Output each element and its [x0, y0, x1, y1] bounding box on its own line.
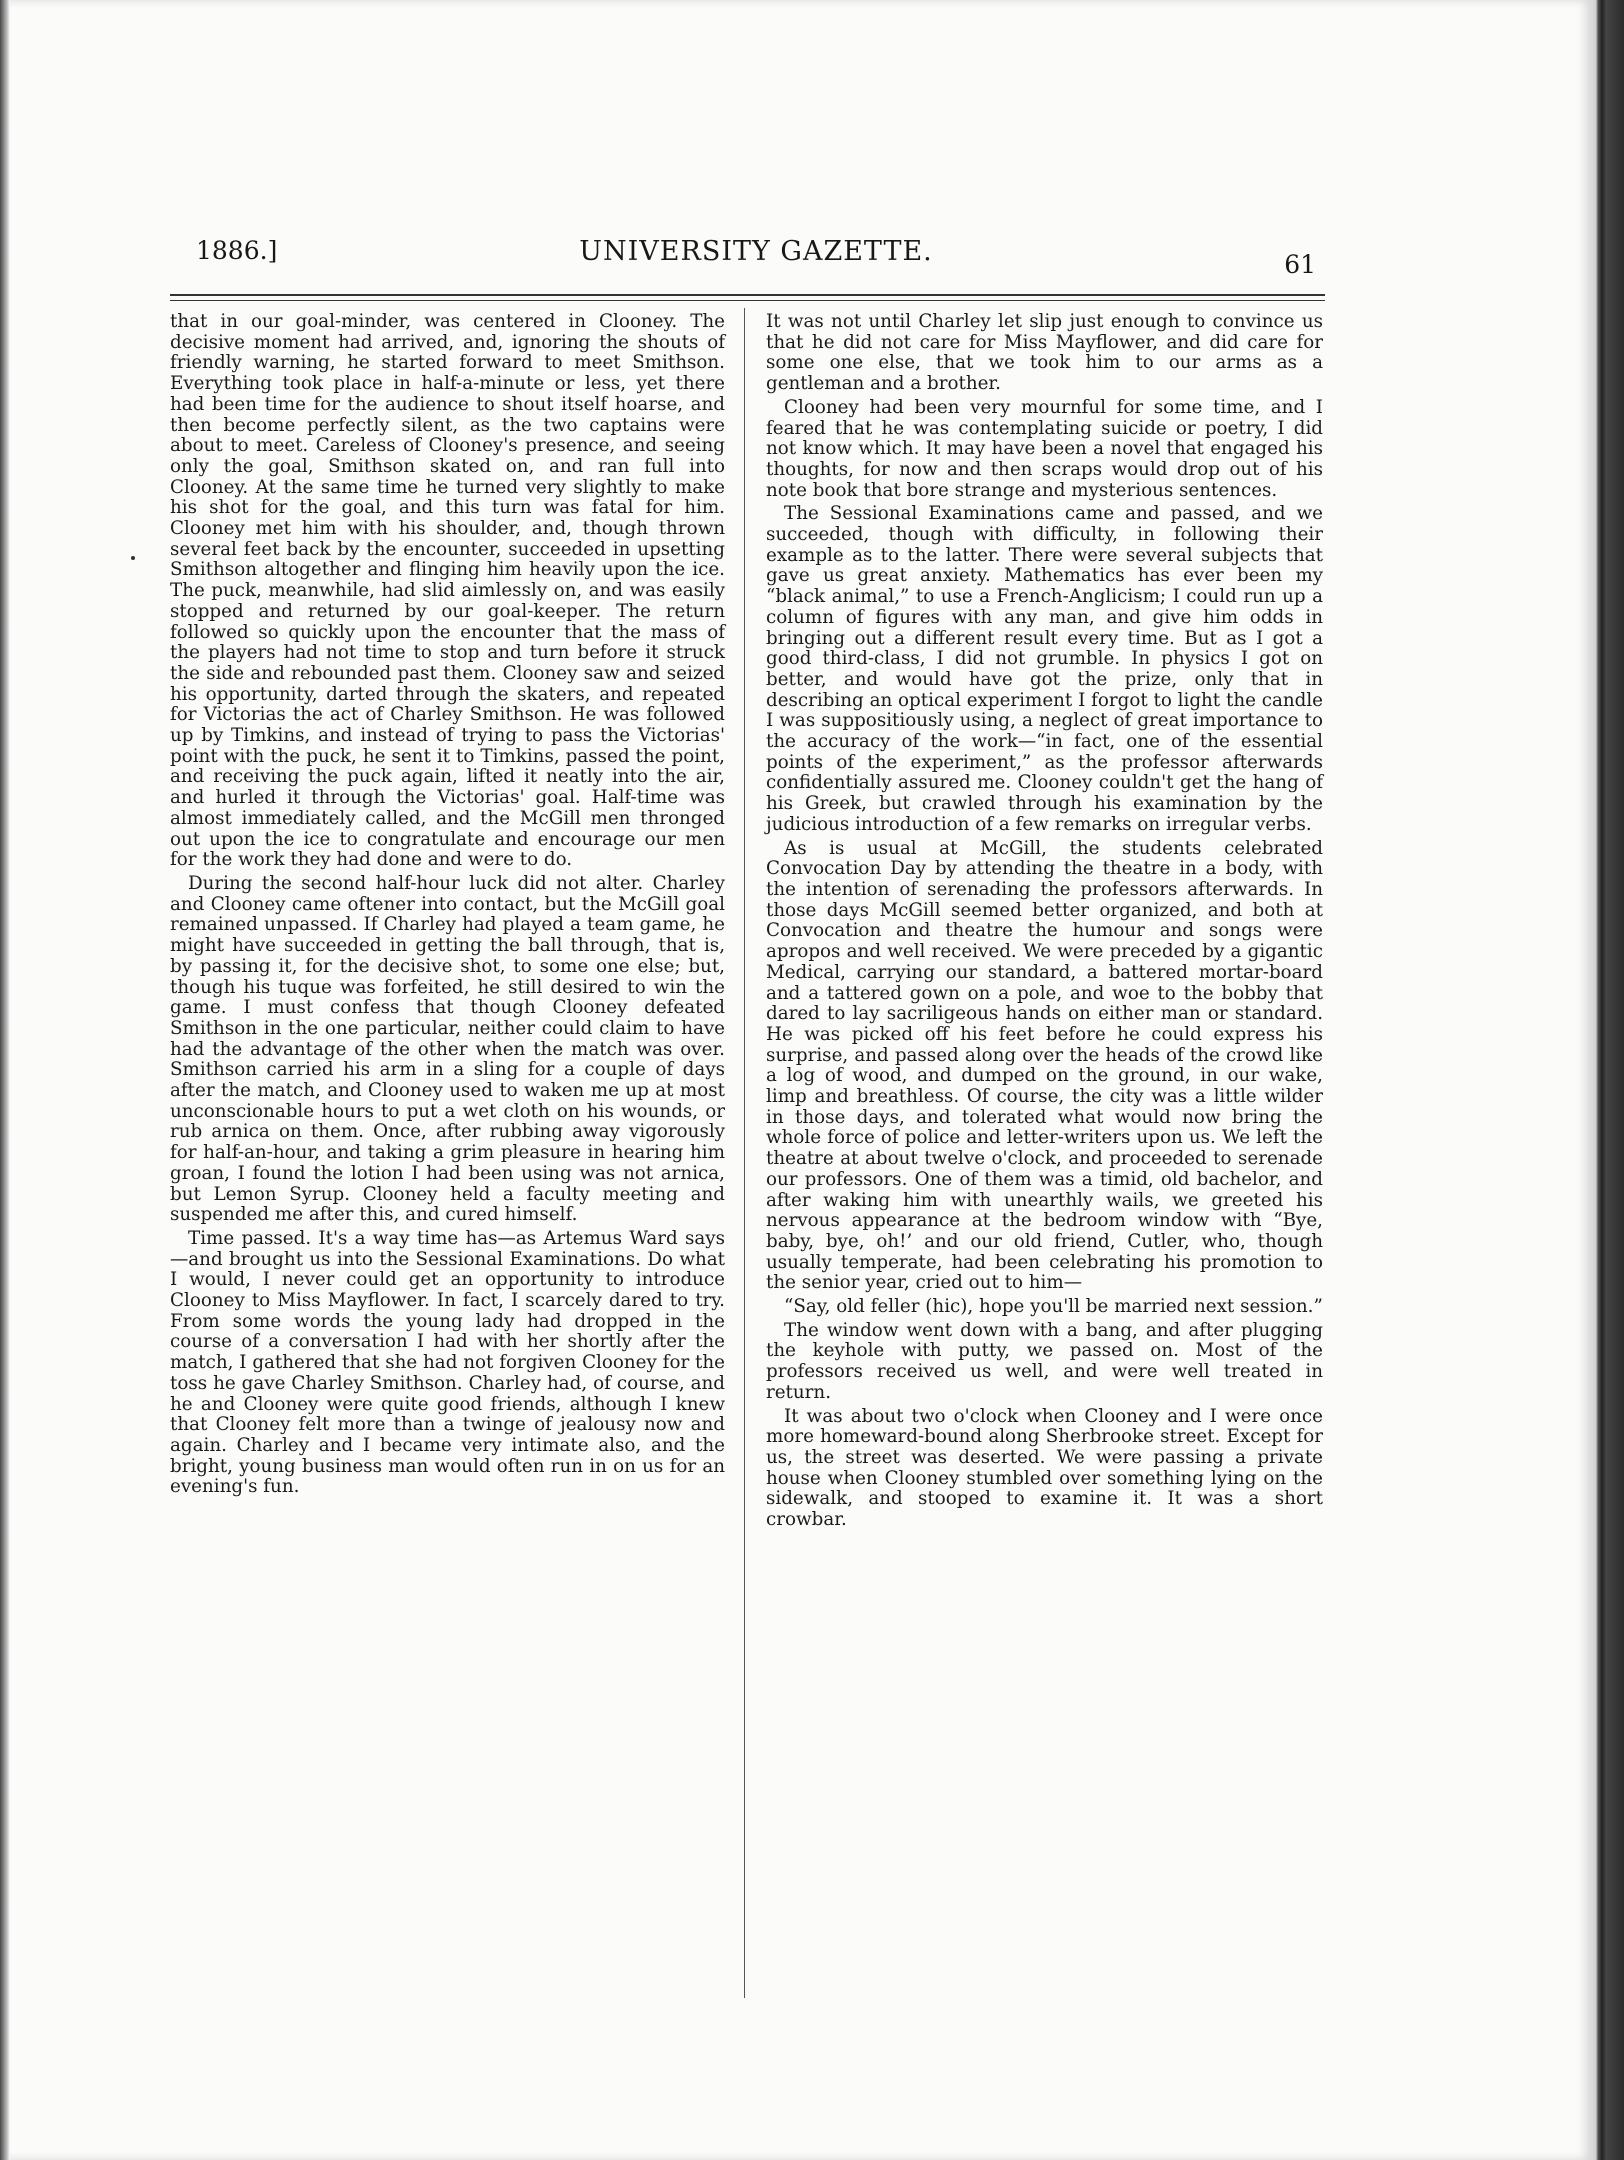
paragraph: that in our goal-minder, was centered in Clooney. The decisive moment had arrived, and, ignoring the shouts of friendly warning, he started forward to meet Smithson. Everything took place in half-a-minute or less, yet there had been time for the audience to shout itself hoarse, and then become perfectly silent, as the two captains were about to meet. Careless of Clooney's presence, and seeing only the goal, Smithson skated on, and ran full into Clooney. At the same time he turned very slightly to make his shot for the goal, and this turn was fatal for him. Clooney met him with his shoulder, and, though thrown several feet back by the encounter, succeeded in upsetting Smithson altogether and flinging him heavily upon the ice. The puck, meanwhile, had slid aimlessly on, and was easily stopped and returned by our goal-keeper. The return followed so quickly upon the encounter that the mass of the players had not time to stop and turn before it struck the side and rebounded past them. Clooney saw and seized his opportunity, darted through the skaters, and repeated for Victorias the act of Charley Smithson. He was followed up by Timkins, and instead of trying to pass the Victorias' point with the puck, he sent it to Timkins, passed the point, and receiving the puck again, lifted it neatly into the air, and hurled it through the Victorias' goal. Half-time was almost immediately called, and the McGill men thronged out upon the ice to congratulate and encourage our men for the work they had done and were to do. [170, 311, 725, 871]
paragraph: Time passed. It's a way time has—as Artemus Ward says—and brought us into the Sessional Examinations. Do what I would, I never could get an opportunity to introduce Clooney to Miss Mayflower. In fact, I scarcely dared to try. From some words the young lady had dropped in the course of a conversation I had with her shortly after the match, I gathered that she had not forgiven Clooney for the toss he gave Charley Smithson. Charley had, of course, and he and Clooney were quite good friends, although I knew that Clooney felt more than a twinge of jealousy now and again. Charley and I became very intimate also, and the bright, young business man would often run in on us for an evening's fun. [170, 1227, 725, 1498]
paragraph: As is usual at McGill, the students celebrated Convocation Day by attending the theatre in a body, with the intention of serenading the professors afterwards. In those days McGill seemed better organized, and both at Convocation and theatre the humour and songs were apropos and well received. We were preceded by a gigantic Medical, carrying our standard, a battered mortar-board and a tattered gown on a pole, and woe to the bobby that dared to lay sacriligeous hands on either man or standard. He was picked off his feet before he could express his surprise, and passed along over the heads of the crowd like a log of wood, and dumped on the ground, in our wake, limp and breathless. Of course, the city was a little wilder in those days, and tolerated what would now bring the whole force of police and letter-writers upon us. We left the theatre at about twelve o'clock, and proceeded to serenade our professors. One of them was a timid, old bachelor, and after waking him with unearthly wails, we greeted his nervous appearance at the bedroom window with “Bye, baby, bye, oh!’ and our old friend, Cutler, who, though usually temperate, had been celebrating his promotion to the senior year, cried out to him— [766, 837, 1323, 1294]
paragraph: During the second half-hour luck did not alter. Charley and Clooney came oftener into contact, but the McGill goal remained unpassed. If Charley had played a team game, he might have succeeded in getting the ball through, that is, by passing it, for the decisive shot, to some one else; but, though his tuque was forfeited, he still desired to win the game. I must confess that though Clooney defeated Smithson in the one particular, neither could claim to have had the advantage of the other when the match was over. Smithson carried his arm in a sling for a couple of days after the match, and Clooney used to waken me up at most unconscionable hours to put a wet cloth on his wounds, or rub arnica on them. Once, after rubbing away vigorously for half-an-hour, and taking a grim pleasure in hearing him groan, I found the lotion I had been using was not arnica, but Lemon Syrup. Clooney held a faculty meeting and suspended me after this, and cured himself. [170, 872, 725, 1226]
journal-title: UNIVERSITY GAZETTE. [579, 236, 933, 267]
paragraph: It was not until Charley let slip just enough to convince us that he did not care for Miss Mayflower, and did care for some one else, that we took him to our arms as a gentleman and a brother. [766, 311, 1323, 395]
header-year: 1886.] [196, 236, 278, 265]
header-rule-thin [170, 300, 1325, 301]
paragraph: “Say, old feller (hic), hope you'll be married next session.” [784, 1296, 1323, 1318]
binding-shadow [0, 0, 10, 2160]
paragraph: The Sessional Examinations came and passed, and we succeeded, though with difficulty, in following their example as to the latter. There were several subjects that gave us great anxiety. Mathematics has ever been my “black animal,” to use a French-Anglicism; I could run up a column of figures with any man, and give him odds in bringing out a different result every time. But as I got a good third-class, I did not grumble. In physics I got on better, and would have got the prize, only that in describing an optical experiment I forgot to light the candle I was suppositiously using, a neglect of great importance to the accuracy of the work—“in fact, one of the essential points of the experiment,” as the professor afterwards confidentially assured me. Clooney couldn't get the hang of his Greek, but crawled through his examination by the judicious introduction of a few remarks on irregular verbs. [766, 503, 1323, 835]
paragraph: Clooney had been very mournful for some time, and I feared that he was contemplating suicide or poetry, I did not know which. It may have been a novel that engaged his thoughts, for now and then scraps would drop out of his note book that bore strange and mysterious sentences. [766, 396, 1323, 501]
left-column [170, 312, 725, 1498]
book-edge [1592, 0, 1624, 2160]
right-column [766, 312, 1323, 1531]
paragraph: It was about two o'clock when Clooney and I were once more homeward-bound along Sherbrooke street. Except for us, the street was deserted. We were passing a private house when Clooney stumbled over something lying on the sidewalk, and stooped to examine it. It was a short crowbar. [766, 1405, 1323, 1531]
margin-mark [131, 556, 135, 560]
column-divider [744, 308, 745, 1998]
paragraph: The window went down with a bang, and after plugging the keyhole with putty, we passed on. Most of the professors received us well, and were well treated in return. [766, 1319, 1323, 1403]
running-header [196, 232, 1316, 282]
header-rule [170, 294, 1325, 296]
page-number: 61 [1284, 250, 1316, 279]
